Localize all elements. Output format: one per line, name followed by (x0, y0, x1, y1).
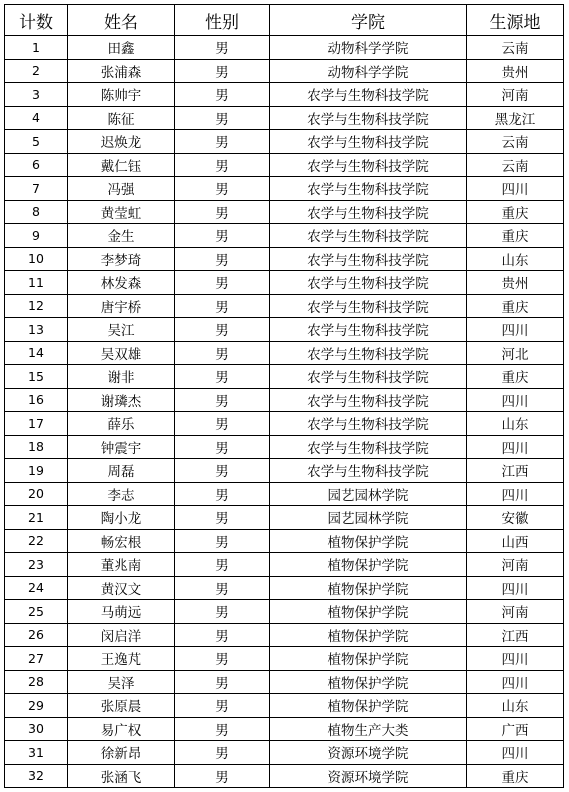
table-row (5, 271, 564, 295)
cell-gender: 男 (175, 224, 270, 248)
cell-name: 薛乐 (68, 412, 175, 436)
table-row (5, 153, 564, 177)
cell-college: 农学与生物科技学院 (270, 341, 467, 365)
table-row (5, 106, 564, 130)
cell-college: 资源环境学院 (270, 741, 467, 765)
table-row (5, 764, 564, 788)
cell-count: 29 (5, 694, 68, 718)
cell-origin: 四川 (467, 482, 564, 506)
cell-origin: 河南 (467, 553, 564, 577)
cell-college: 园艺园林学院 (270, 482, 467, 506)
cell-college: 植物保护学院 (270, 553, 467, 577)
table-body (5, 36, 564, 788)
cell-origin: 重庆 (467, 294, 564, 318)
cell-count: 1 (5, 36, 68, 60)
cell-origin: 重庆 (467, 365, 564, 389)
cell-count: 21 (5, 506, 68, 530)
table-row (5, 177, 564, 201)
table-row (5, 59, 564, 83)
cell-count: 28 (5, 670, 68, 694)
cell-name: 董兆南 (68, 553, 175, 577)
cell-count: 26 (5, 623, 68, 647)
cell-origin: 河南 (467, 83, 564, 107)
cell-count: 5 (5, 130, 68, 154)
cell-college: 农学与生物科技学院 (270, 412, 467, 436)
cell-gender: 男 (175, 177, 270, 201)
cell-college: 农学与生物科技学院 (270, 130, 467, 154)
cell-college: 植物保护学院 (270, 576, 467, 600)
table-row (5, 647, 564, 671)
table-header (5, 5, 564, 36)
cell-gender: 男 (175, 200, 270, 224)
cell-gender: 男 (175, 36, 270, 60)
table-row (5, 83, 564, 107)
cell-college: 动物科学学院 (270, 59, 467, 83)
cell-gender: 男 (175, 412, 270, 436)
cell-college: 农学与生物科技学院 (270, 83, 467, 107)
cell-name: 畅宏根 (68, 529, 175, 553)
header-origin: 生源地 (467, 5, 564, 36)
header-name: 姓名 (68, 5, 175, 36)
cell-name: 易广权 (68, 717, 175, 741)
cell-name: 林发森 (68, 271, 175, 295)
cell-origin: 云南 (467, 130, 564, 154)
header-count: 计数 (5, 5, 68, 36)
table-row (5, 482, 564, 506)
cell-gender: 男 (175, 482, 270, 506)
cell-origin: 四川 (467, 177, 564, 201)
cell-count: 3 (5, 83, 68, 107)
table-row (5, 294, 564, 318)
table-row (5, 576, 564, 600)
cell-count: 22 (5, 529, 68, 553)
cell-name: 张涵飞 (68, 764, 175, 788)
cell-gender: 男 (175, 247, 270, 271)
table-row (5, 717, 564, 741)
cell-gender: 男 (175, 553, 270, 577)
cell-count: 19 (5, 459, 68, 483)
cell-name: 陈帅宇 (68, 83, 175, 107)
cell-count: 24 (5, 576, 68, 600)
cell-gender: 男 (175, 153, 270, 177)
cell-college: 植物保护学院 (270, 670, 467, 694)
cell-name: 吴泽 (68, 670, 175, 694)
cell-origin: 山西 (467, 529, 564, 553)
cell-gender: 男 (175, 318, 270, 342)
cell-college: 农学与生物科技学院 (270, 435, 467, 459)
cell-gender: 男 (175, 459, 270, 483)
table-row (5, 600, 564, 624)
table-row (5, 670, 564, 694)
cell-count: 14 (5, 341, 68, 365)
cell-college: 农学与生物科技学院 (270, 365, 467, 389)
cell-origin: 山东 (467, 694, 564, 718)
table-row (5, 341, 564, 365)
cell-college: 农学与生物科技学院 (270, 153, 467, 177)
cell-origin: 河南 (467, 600, 564, 624)
cell-origin: 重庆 (467, 764, 564, 788)
cell-count: 11 (5, 271, 68, 295)
table-row (5, 200, 564, 224)
cell-count: 27 (5, 647, 68, 671)
cell-gender: 男 (175, 59, 270, 83)
table-row (5, 741, 564, 765)
table-row (5, 459, 564, 483)
cell-college: 农学与生物科技学院 (270, 247, 467, 271)
cell-gender: 男 (175, 717, 270, 741)
cell-name: 陶小龙 (68, 506, 175, 530)
cell-origin: 贵州 (467, 271, 564, 295)
cell-count: 20 (5, 482, 68, 506)
cell-name: 吴江 (68, 318, 175, 342)
cell-count: 15 (5, 365, 68, 389)
cell-count: 16 (5, 388, 68, 412)
table-row (5, 130, 564, 154)
cell-origin: 山东 (467, 247, 564, 271)
cell-name: 田鑫 (68, 36, 175, 60)
cell-name: 闵启洋 (68, 623, 175, 647)
cell-name: 张原晨 (68, 694, 175, 718)
table-row (5, 388, 564, 412)
cell-college: 农学与生物科技学院 (270, 106, 467, 130)
cell-college: 农学与生物科技学院 (270, 388, 467, 412)
cell-college: 农学与生物科技学院 (270, 318, 467, 342)
cell-gender: 男 (175, 271, 270, 295)
cell-gender: 男 (175, 764, 270, 788)
cell-name: 陈征 (68, 106, 175, 130)
cell-gender: 男 (175, 506, 270, 530)
cell-count: 6 (5, 153, 68, 177)
cell-gender: 男 (175, 647, 270, 671)
cell-gender: 男 (175, 529, 270, 553)
cell-gender: 男 (175, 623, 270, 647)
cell-name: 黄汉文 (68, 576, 175, 600)
cell-origin: 黑龙江 (467, 106, 564, 130)
cell-origin: 广西 (467, 717, 564, 741)
cell-count: 23 (5, 553, 68, 577)
cell-count: 18 (5, 435, 68, 459)
table-row (5, 529, 564, 553)
cell-name: 黄莹虹 (68, 200, 175, 224)
cell-gender: 男 (175, 130, 270, 154)
student-roster-table (4, 4, 564, 788)
cell-college: 农学与生物科技学院 (270, 224, 467, 248)
cell-college: 农学与生物科技学院 (270, 200, 467, 224)
cell-name: 钟震宇 (68, 435, 175, 459)
cell-college: 植物保护学院 (270, 647, 467, 671)
cell-count: 30 (5, 717, 68, 741)
cell-gender: 男 (175, 694, 270, 718)
cell-name: 张浦森 (68, 59, 175, 83)
cell-origin: 云南 (467, 36, 564, 60)
cell-name: 李志 (68, 482, 175, 506)
cell-count: 17 (5, 412, 68, 436)
cell-name: 戴仁钰 (68, 153, 175, 177)
cell-name: 马萌远 (68, 600, 175, 624)
cell-count: 9 (5, 224, 68, 248)
cell-gender: 男 (175, 341, 270, 365)
cell-gender: 男 (175, 294, 270, 318)
cell-count: 10 (5, 247, 68, 271)
cell-origin: 河北 (467, 341, 564, 365)
cell-college: 动物科学学院 (270, 36, 467, 60)
cell-origin: 云南 (467, 153, 564, 177)
table-row (5, 553, 564, 577)
cell-count: 4 (5, 106, 68, 130)
cell-gender: 男 (175, 365, 270, 389)
cell-count: 31 (5, 741, 68, 765)
cell-count: 25 (5, 600, 68, 624)
header-college: 学院 (270, 5, 467, 36)
table-row (5, 623, 564, 647)
table-row (5, 247, 564, 271)
cell-count: 8 (5, 200, 68, 224)
cell-origin: 山东 (467, 412, 564, 436)
cell-count: 13 (5, 318, 68, 342)
cell-origin: 江西 (467, 459, 564, 483)
header-row (5, 5, 564, 36)
cell-name: 王逸芃 (68, 647, 175, 671)
cell-origin: 四川 (467, 741, 564, 765)
table-row (5, 224, 564, 248)
cell-origin: 四川 (467, 388, 564, 412)
cell-count: 2 (5, 59, 68, 83)
cell-name: 徐新昂 (68, 741, 175, 765)
cell-origin: 四川 (467, 670, 564, 694)
cell-college: 园艺园林学院 (270, 506, 467, 530)
cell-college: 植物保护学院 (270, 600, 467, 624)
cell-name: 李梦琦 (68, 247, 175, 271)
table-row (5, 318, 564, 342)
table-row (5, 435, 564, 459)
cell-college: 植物生产大类 (270, 717, 467, 741)
cell-name: 谢璘杰 (68, 388, 175, 412)
cell-origin: 四川 (467, 647, 564, 671)
cell-name: 吴双雄 (68, 341, 175, 365)
cell-gender: 男 (175, 83, 270, 107)
table-row (5, 365, 564, 389)
table-row (5, 694, 564, 718)
cell-name: 谢非 (68, 365, 175, 389)
table-row (5, 412, 564, 436)
cell-name: 周磊 (68, 459, 175, 483)
cell-name: 金生 (68, 224, 175, 248)
cell-gender: 男 (175, 670, 270, 694)
cell-college: 植物保护学院 (270, 623, 467, 647)
cell-origin: 四川 (467, 318, 564, 342)
cell-origin: 四川 (467, 435, 564, 459)
cell-gender: 男 (175, 576, 270, 600)
cell-gender: 男 (175, 435, 270, 459)
cell-origin: 安徽 (467, 506, 564, 530)
cell-origin: 四川 (467, 576, 564, 600)
table-row (5, 506, 564, 530)
cell-college: 植物保护学院 (270, 529, 467, 553)
cell-count: 12 (5, 294, 68, 318)
cell-gender: 男 (175, 388, 270, 412)
table-row (5, 36, 564, 60)
header-gender: 性别 (175, 5, 270, 36)
cell-college: 农学与生物科技学院 (270, 459, 467, 483)
cell-name: 唐宇桥 (68, 294, 175, 318)
cell-gender: 男 (175, 106, 270, 130)
cell-gender: 男 (175, 741, 270, 765)
cell-origin: 重庆 (467, 200, 564, 224)
cell-origin: 江西 (467, 623, 564, 647)
cell-college: 农学与生物科技学院 (270, 271, 467, 295)
cell-college: 农学与生物科技学院 (270, 294, 467, 318)
cell-college: 植物保护学院 (270, 694, 467, 718)
cell-college: 农学与生物科技学院 (270, 177, 467, 201)
cell-origin: 贵州 (467, 59, 564, 83)
cell-college: 资源环境学院 (270, 764, 467, 788)
cell-name: 迟焕龙 (68, 130, 175, 154)
cell-count: 7 (5, 177, 68, 201)
cell-count: 32 (5, 764, 68, 788)
cell-origin: 重庆 (467, 224, 564, 248)
cell-gender: 男 (175, 600, 270, 624)
cell-name: 冯强 (68, 177, 175, 201)
